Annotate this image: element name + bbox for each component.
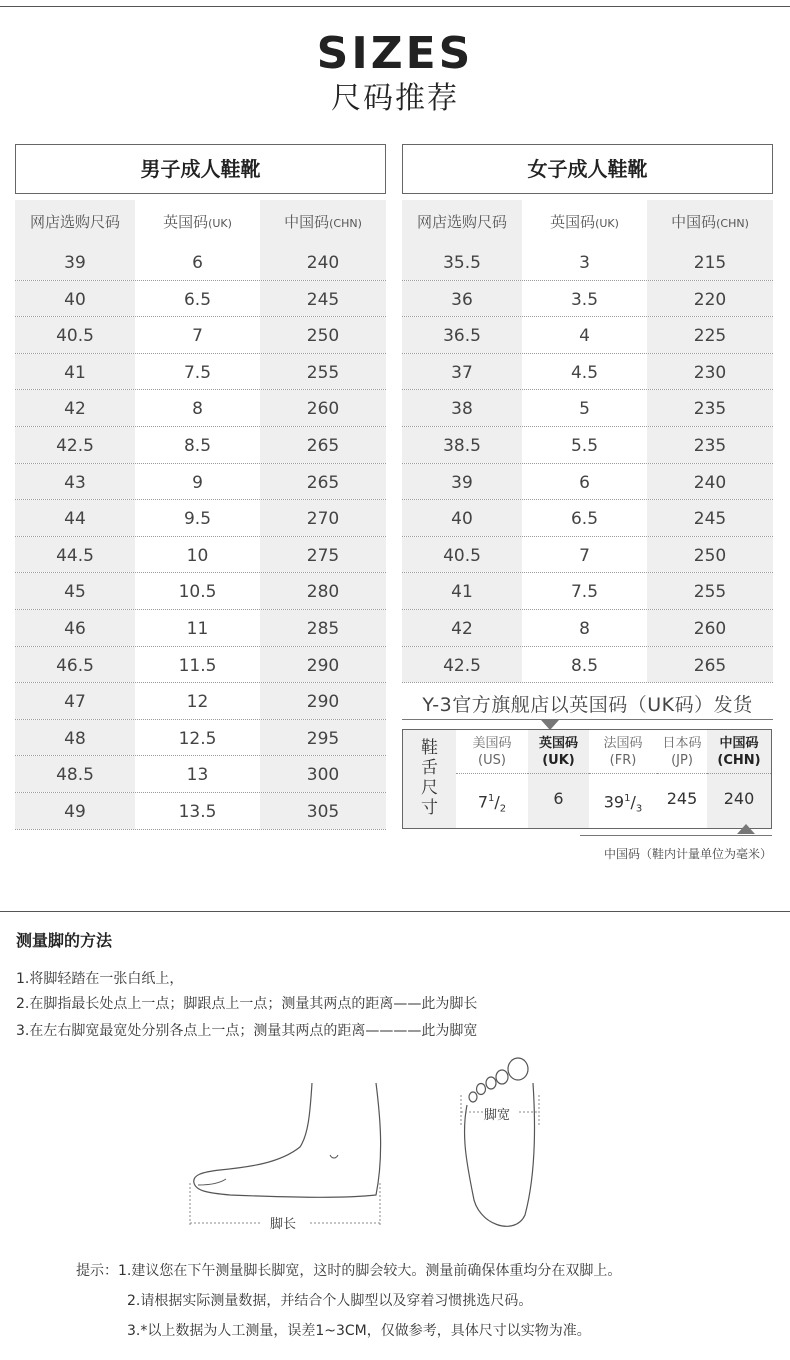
uk-size-cell: 11 (135, 610, 260, 646)
tongue-size-conversion (402, 729, 772, 829)
table-row (15, 647, 386, 684)
chn-size-cell: 255 (260, 354, 386, 390)
chn-size-cell: 280 (260, 573, 386, 609)
uk-size-cell: 8.5 (522, 647, 647, 683)
conversion-name: 中国码 (719, 736, 759, 751)
chn-size-cell: 235 (647, 427, 773, 463)
conversion-name: 日本码 (662, 736, 702, 751)
pointer-up-icon (737, 824, 755, 834)
store-size-cell: 44.5 (15, 537, 135, 573)
conversion-code: (UK) (542, 753, 575, 768)
conversion-column-header (456, 730, 528, 774)
measure-title: 测量脚的方法 (16, 931, 113, 950)
conversion-code: (FR) (609, 753, 637, 768)
tip-1: 提示：1.建议您在下午测量脚长脚宽，这时的脚会较大。测量前确保体重均分在双脚上。 (76, 1263, 622, 1279)
shipping-notice: Y-3官方旗舰店以英国码（UK码）发货 (422, 694, 753, 716)
conversion-value-main: 240 (723, 789, 755, 808)
table-row (402, 537, 773, 574)
conversion-value-main: 7 (477, 792, 489, 812)
conversion-code: (CHN) (717, 753, 761, 768)
store-size-cell: 39 (15, 244, 135, 280)
chn-size-cell: 265 (260, 464, 386, 500)
fraction-slash: / (630, 792, 636, 812)
store-size-cell: 45 (15, 573, 135, 609)
table-row (15, 756, 386, 793)
col-header-uk: 英国码(UK) (522, 200, 647, 244)
col-header-chn: 中国码(CHN) (260, 200, 386, 244)
uk-size-cell: 13.5 (135, 793, 260, 829)
conversion-name: 英国码 (538, 736, 578, 751)
col-header-uk: 英国码(UK) (135, 200, 260, 244)
conversion-code: (JP) (671, 753, 693, 768)
conversion-value-main: 245 (666, 789, 698, 808)
measure-step-2: 2.在脚指最长处点上一点；脚跟点上一点；测量其两点的距离——此为脚长 (16, 996, 478, 1012)
chn-size-cell: 235 (647, 390, 773, 426)
conversion-column-header (528, 730, 589, 774)
top-divider (0, 6, 790, 7)
chn-size-cell: 245 (647, 500, 773, 536)
uk-size-cell: 6.5 (522, 500, 647, 536)
store-size-cell: 49 (15, 793, 135, 829)
chn-size-cell: 305 (260, 793, 386, 829)
conversion-value-main: 39 (603, 792, 625, 812)
store-size-cell: 38.5 (402, 427, 522, 463)
conversion-column (589, 730, 657, 828)
uk-size-cell: 9 (135, 464, 260, 500)
table-row (15, 244, 386, 281)
uk-size-cell: 3.5 (522, 281, 647, 317)
conversion-column (528, 730, 589, 828)
conversion-value (528, 774, 589, 824)
table-row (402, 354, 773, 391)
store-size-cell: 40 (402, 500, 522, 536)
conversion-column-header (657, 730, 707, 774)
notice-underline (402, 719, 773, 720)
store-size-cell: 42.5 (15, 427, 135, 463)
chn-size-cell: 265 (647, 647, 773, 683)
conversion-value-main: 6 (553, 789, 564, 808)
table-row (15, 500, 386, 537)
chn-size-cell: 260 (647, 610, 773, 646)
store-size-cell: 42.5 (402, 647, 522, 683)
men-column-headers (15, 200, 386, 244)
tongue-size-label: 鞋舌尺寸 (403, 730, 456, 828)
women-size-table (402, 144, 773, 683)
store-size-cell: 41 (402, 573, 522, 609)
conversion-column-header (589, 730, 657, 774)
chn-size-cell: 220 (647, 281, 773, 317)
col-header-chn: 中国码(CHN) (647, 200, 773, 244)
men-table-body (15, 244, 386, 830)
uk-size-cell: 8 (135, 390, 260, 426)
conversion-column (456, 730, 528, 828)
table-row (402, 647, 773, 684)
conversion-column-header (707, 730, 771, 774)
uk-size-cell: 8 (522, 610, 647, 646)
women-table-title: 女子成人鞋靴 (402, 144, 773, 194)
unit-line (580, 835, 772, 836)
uk-size-cell: 4 (522, 317, 647, 353)
store-size-cell: 42 (402, 610, 522, 646)
table-row (402, 500, 773, 537)
fraction-denominator: 3 (635, 803, 643, 815)
col-header-store-size: 网店选购尺码 (402, 200, 522, 244)
chn-size-cell: 255 (647, 573, 773, 609)
table-row (15, 610, 386, 647)
table-row (15, 390, 386, 427)
chn-size-cell: 230 (647, 354, 773, 390)
conversion-name: 美国码 (472, 736, 512, 751)
table-row (15, 427, 386, 464)
conversion-value (657, 774, 707, 824)
chn-size-cell: 275 (260, 537, 386, 573)
chn-size-cell: 250 (647, 537, 773, 573)
chn-size-cell: 250 (260, 317, 386, 353)
chn-size-cell: 225 (647, 317, 773, 353)
men-size-table (15, 144, 386, 830)
chn-size-cell: 295 (260, 720, 386, 756)
tip-2: 2.请根据实际测量数据，并结合个人脚型以及穿着习惯挑选尺码。 (127, 1293, 533, 1309)
men-table-title: 男子成人鞋靴 (15, 144, 386, 194)
uk-size-cell: 5 (522, 390, 647, 426)
store-size-cell: 36.5 (402, 317, 522, 353)
conversion-column (657, 730, 707, 828)
table-row (15, 464, 386, 501)
page-subtitle: 尺码推荐 (331, 81, 459, 116)
chn-size-cell: 300 (260, 756, 386, 792)
uk-size-cell: 7 (135, 317, 260, 353)
store-size-cell: 48.5 (15, 756, 135, 792)
table-row (402, 281, 773, 318)
chn-size-cell: 265 (260, 427, 386, 463)
table-row (15, 793, 386, 830)
chn-size-cell: 215 (647, 244, 773, 280)
chn-size-cell: 240 (647, 464, 773, 500)
table-row (15, 281, 386, 318)
fraction-denominator: 2 (499, 803, 507, 815)
fraction-numerator: 1 (488, 793, 495, 804)
fraction-numerator: 1 (624, 793, 631, 804)
tip-3: 3.*以上数据为人工测量，误差1~3CM，仅做参考，具体尺寸以实物为准。 (127, 1323, 591, 1339)
uk-size-cell: 10 (135, 537, 260, 573)
uk-size-cell: 8.5 (135, 427, 260, 463)
table-row (15, 720, 386, 757)
uk-size-cell: 10.5 (135, 573, 260, 609)
chn-size-cell: 240 (260, 244, 386, 280)
uk-size-cell: 12.5 (135, 720, 260, 756)
store-size-cell: 47 (15, 683, 135, 719)
foot-top-illustration (455, 1055, 545, 1235)
uk-size-cell: 6.5 (135, 281, 260, 317)
col-header-store-size: 网店选购尺码 (15, 200, 135, 244)
unit-note: 中国码（鞋内计量单位为毫米） (603, 847, 772, 861)
conversion-value (589, 774, 657, 835)
chn-size-cell: 290 (260, 647, 386, 683)
page-title: SIZES (316, 28, 474, 79)
conversion-value (707, 774, 771, 824)
table-row (15, 573, 386, 610)
table-row (15, 683, 386, 720)
store-size-cell: 42 (15, 390, 135, 426)
chn-size-cell: 245 (260, 281, 386, 317)
uk-size-cell: 11.5 (135, 647, 260, 683)
store-size-cell: 48 (15, 720, 135, 756)
uk-size-cell: 12 (135, 683, 260, 719)
store-size-cell: 40.5 (402, 537, 522, 573)
table-row (402, 390, 773, 427)
store-size-cell: 40.5 (15, 317, 135, 353)
women-column-headers (402, 200, 773, 244)
table-row (15, 317, 386, 354)
table-row (402, 610, 773, 647)
foot-length-label: 脚长 (270, 1217, 297, 1232)
table-row (402, 427, 773, 464)
store-size-cell: 44 (15, 500, 135, 536)
section-divider (0, 911, 790, 912)
conversion-code: (US) (478, 753, 506, 768)
store-size-cell: 46.5 (15, 647, 135, 683)
foot-width-label: 脚宽 (484, 1108, 511, 1123)
uk-size-cell: 9.5 (135, 500, 260, 536)
uk-size-cell: 7.5 (522, 573, 647, 609)
store-size-cell: 35.5 (402, 244, 522, 280)
uk-size-cell: 6 (135, 244, 260, 280)
store-size-cell: 40 (15, 281, 135, 317)
chn-size-cell: 290 (260, 683, 386, 719)
uk-size-cell: 5.5 (522, 427, 647, 463)
store-size-cell: 41 (15, 354, 135, 390)
store-size-cell: 46 (15, 610, 135, 646)
conversion-name: 法国码 (603, 736, 643, 751)
uk-size-cell: 13 (135, 756, 260, 792)
chn-size-cell: 270 (260, 500, 386, 536)
store-size-cell: 36 (402, 281, 522, 317)
store-size-cell: 37 (402, 354, 522, 390)
uk-size-cell: 4.5 (522, 354, 647, 390)
uk-size-cell: 7 (522, 537, 647, 573)
store-size-cell: 39 (402, 464, 522, 500)
measure-step-3: 3.在左右脚宽最宽处分别各点上一点；测量其两点的距离————此为脚宽 (16, 1023, 478, 1039)
uk-size-cell: 3 (522, 244, 647, 280)
table-row (15, 354, 386, 391)
conversion-column (707, 730, 771, 828)
table-row (402, 573, 773, 610)
chn-size-cell: 285 (260, 610, 386, 646)
women-table-body (402, 244, 773, 683)
table-row (402, 317, 773, 354)
table-row (402, 244, 773, 281)
conversion-value (456, 774, 528, 835)
uk-size-cell: 6 (522, 464, 647, 500)
fraction-slash: / (494, 792, 500, 812)
table-row (15, 537, 386, 574)
measure-step-1: 1.将脚轻踏在一张白纸上， (16, 971, 184, 987)
foot-side-illustration (180, 1075, 395, 1235)
chn-size-cell: 260 (260, 390, 386, 426)
table-row (402, 464, 773, 501)
store-size-cell: 43 (15, 464, 135, 500)
store-size-cell: 38 (402, 390, 522, 426)
uk-size-cell: 7.5 (135, 354, 260, 390)
